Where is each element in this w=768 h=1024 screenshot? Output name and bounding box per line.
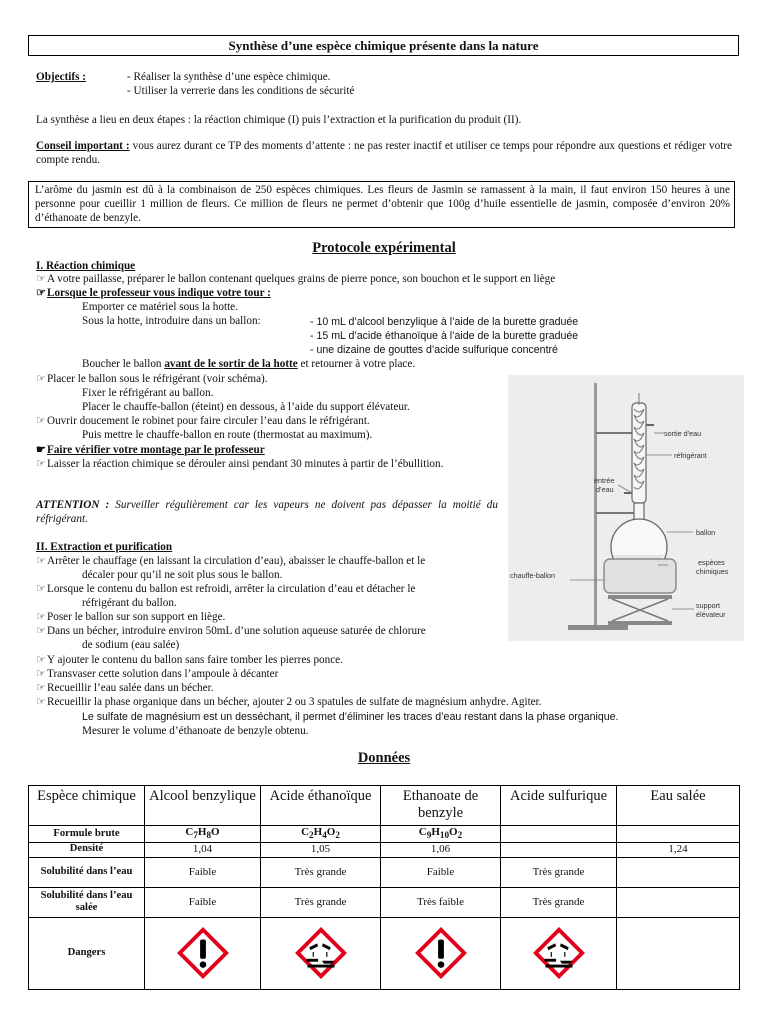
danger-cell	[145, 917, 261, 989]
step-line: - une dizaine de gouttes d’acide sulfurique concentré	[310, 344, 558, 356]
apparatus-figure	[508, 375, 744, 641]
row-label: Dangers	[29, 917, 145, 989]
step-line: réfrigérant du ballon.	[82, 597, 177, 609]
step-line: décaler pour qu’il ne soit plus sous le ballon.	[82, 569, 283, 581]
label-ballon: ballon	[696, 528, 716, 537]
step-line: ☞Recueillir l’eau salée dans un bécher.	[36, 682, 214, 694]
reflux-apparatus-diagram	[508, 375, 744, 641]
table-cell: 1,04	[145, 842, 261, 857]
table-header: Acide éthanoïque	[261, 786, 381, 826]
objectif-item: - Réaliser la synthèse d’une espèce chimique.	[127, 71, 331, 83]
row-label: Formule brute	[29, 826, 145, 843]
step-line: ☞Laisser la réaction chimique se dérouler ainsi pendant 30 minutes à partir de l’ébullition.	[36, 458, 444, 470]
formula-cell: $C_7H_8O$	[145, 826, 261, 843]
label-refrigerant: réfrigérant	[674, 451, 707, 460]
exclamation-pictogram-icon	[174, 924, 232, 982]
pointing-hand-icon: ☞	[36, 287, 47, 299]
step-line: - 10 mL d’alcool benzylique à l’aide de la burette graduée	[310, 316, 579, 328]
pointing-hand-icon: ☛	[36, 444, 47, 456]
row-label: Solubilité dans l’eau	[29, 857, 145, 887]
part1-title: I. Réaction chimique	[36, 260, 136, 272]
pointing-hand-icon: ☞	[36, 373, 47, 385]
corrosive-pictogram-icon	[530, 924, 588, 982]
table-cell: Très faible	[381, 887, 501, 917]
label-support: support	[696, 601, 720, 610]
label-elevateur: élévateur	[696, 610, 726, 619]
pointing-hand-icon: ☞	[36, 273, 47, 285]
table-header: Eau salée	[617, 786, 740, 826]
label-especes: espèces	[698, 558, 725, 567]
step-line: Puis mettre le chauffe-ballon en route (thermostat au maximum).	[82, 429, 373, 441]
objectifs-label: Objectifs :	[36, 71, 87, 83]
table-cell: Très grande	[261, 857, 381, 887]
step-line: Emporter ce matériel sous la hotte.	[82, 301, 238, 313]
step-line: ☞Lorsque le professeur vous indique votre tour :	[36, 287, 271, 299]
danger-cell	[617, 917, 740, 989]
donnees-title: Données	[357, 750, 411, 766]
table-cell: Très grande	[261, 887, 381, 917]
step-line: ☞Arrêter le chauffage (en laissant la circulation d’eau), abaisser le chauffe-ballon et le	[36, 555, 426, 567]
pointing-hand-icon: ☞	[36, 668, 47, 680]
label-entree: entrée	[594, 476, 615, 485]
step-line: ☞Ouvrir doucement le robinet pour faire circuler l’eau dans le réfrigérant.	[36, 415, 370, 427]
step-line: ☞Y ajouter le contenu du ballon sans faire tomber les pierres ponce.	[36, 654, 343, 666]
table-row	[29, 887, 740, 917]
table-row	[29, 857, 740, 887]
pointing-hand-icon: ☞	[36, 625, 47, 637]
pointing-hand-icon: ☞	[36, 654, 47, 666]
label-chauffe-ballon: chauffe-ballon	[510, 571, 556, 580]
danger-cell	[261, 917, 381, 989]
part2-title: II. Extraction et purification	[36, 541, 173, 553]
step-line: Sous la hotte, introduire dans un ballon:	[82, 315, 261, 327]
conseil-paragraph	[36, 140, 732, 168]
table-cell: Faible	[381, 857, 501, 887]
row-label: Solubilité dans l’eau salée	[29, 887, 145, 917]
step-line: Mesurer le volume d’éthanoate de benzyle obtenu.	[82, 725, 309, 737]
pointing-hand-icon: ☞	[36, 458, 47, 470]
step-line: Boucher le ballon avant de le sortir de la hotte et retourner à votre place.	[82, 358, 416, 370]
formula-cell: $C_9H_{10}O_2$	[381, 826, 501, 843]
table-header: Espèce chimique	[29, 786, 145, 826]
table-cell	[617, 857, 740, 887]
table-header-row	[29, 786, 740, 826]
table-cell: Très grande	[501, 887, 617, 917]
objectif-item: - Utiliser la verrerie dans les conditions de sécurité	[127, 85, 355, 97]
step-line: ☞Poser le ballon sur son support en liège.	[36, 611, 226, 623]
step-line: Fixer le réfrigérant au ballon.	[82, 387, 214, 399]
label-entree-2: d’eau	[596, 485, 614, 494]
table-cell: Très grande	[501, 857, 617, 887]
step-line: ☞Recueillir la phase organique dans un bécher, ajouter 2 ou 3 spatules de sulfate de magnésium anhydre. Agiter.	[36, 696, 542, 708]
pointing-hand-icon: ☞	[36, 682, 47, 694]
label-especes-2: chimiques	[696, 567, 729, 576]
danger-cell	[501, 917, 617, 989]
step-line: ☛Faire vérifier votre montage par le professeur	[36, 444, 265, 456]
step-line: ☞A votre paillasse, préparer le ballon contenant quelques grains de pierre ponce, son bouchon et le support en liège	[36, 273, 556, 285]
step-line: ☞Lorsque le contenu du ballon est refroidi, arrêter la circulation d’eau et détacher le	[36, 583, 416, 595]
label-sortie: sortie d’eau	[664, 429, 702, 438]
table-cell	[501, 826, 617, 843]
table-cell: Faible	[145, 857, 261, 887]
table-cell: Faible	[145, 887, 261, 917]
attention-note: ATTENTION : Surveiller régulièrement car les vapeurs ne doivent pas dépasser la moitié du réfrigérant.	[36, 499, 498, 525]
table-header: Ethanoate de benzyle	[381, 786, 501, 826]
formula-cell: $C_2H_4O_2$	[261, 826, 381, 843]
pointing-hand-icon: ☞	[36, 696, 47, 708]
table-header: Acide sulfurique	[501, 786, 617, 826]
pointing-hand-icon: ☞	[36, 611, 47, 623]
step-line: de sodium (eau salée)	[82, 639, 180, 651]
table-row	[29, 826, 740, 843]
step-line: ☞Transvaser cette solution dans l’ampoule à décanter	[36, 668, 279, 680]
table-cell: 1,06	[381, 842, 501, 857]
corrosive-pictogram-icon	[292, 924, 350, 982]
conseil-text: vous aurez durant ce TP des moments d’attente : ne pas rester inactif et utiliser ce temps pour répondre aux questions et rédiger votre compte rendu.	[36, 140, 732, 166]
step-line: Le sulfate de magnésium est un desséchant, il permet d’éliminer les traces d’eau restant dans la phase organique.	[82, 711, 619, 723]
info-box: L’arôme du jasmin est dû à la combinaison de 250 espèces chimiques. Les fleurs de Jasmin se ramassent à la main, il faut environ 150 heures à une personne pour cueillir 1 million de fleurs. Ce million de fleurs ne permet d’obtenir que 100g d’huile essentielle de jasmin, composée d’environ 20% d’éthanoate de benzyle.	[28, 181, 735, 228]
table-cell: 1,24	[617, 842, 740, 857]
pointing-hand-icon: ☞	[36, 555, 47, 567]
pointing-hand-icon: ☞	[36, 583, 47, 595]
row-label: Densité	[29, 842, 145, 857]
table-cell	[617, 826, 740, 843]
table-header: Alcool benzylique	[145, 786, 261, 826]
danger-cell	[381, 917, 501, 989]
step-line: ☞Placer le ballon sous le réfrigérant (voir schéma).	[36, 373, 268, 385]
table-row	[29, 842, 740, 857]
table-row	[29, 917, 740, 989]
exclamation-pictogram-icon	[412, 924, 470, 982]
conseil-label: Conseil important :	[36, 140, 130, 152]
table-cell: 1,05	[261, 842, 381, 857]
step-line: - 15 mL d’acide éthanoïque à l’aide de la burette graduée	[310, 330, 579, 342]
pointing-hand-icon: ☞	[36, 415, 47, 427]
intro-text: La synthèse a lieu en deux étapes : la réaction chimique (I) puis l’extraction et la purification du produit (II).	[36, 114, 522, 126]
step-line: ☞Dans un bécher, introduire environ 50mL d’une solution aqueuse saturée de chlorure	[36, 625, 426, 637]
protocole-title: Protocole expérimental	[312, 240, 456, 256]
table-cell	[617, 887, 740, 917]
step-line: Placer le chauffe-ballon (éteint) en dessous, à l’aide du support élévateur.	[82, 401, 410, 413]
page-title: Synthèse d’une espèce chimique présente dans la nature	[28, 35, 739, 56]
data-table	[28, 785, 740, 990]
table-cell	[501, 842, 617, 857]
